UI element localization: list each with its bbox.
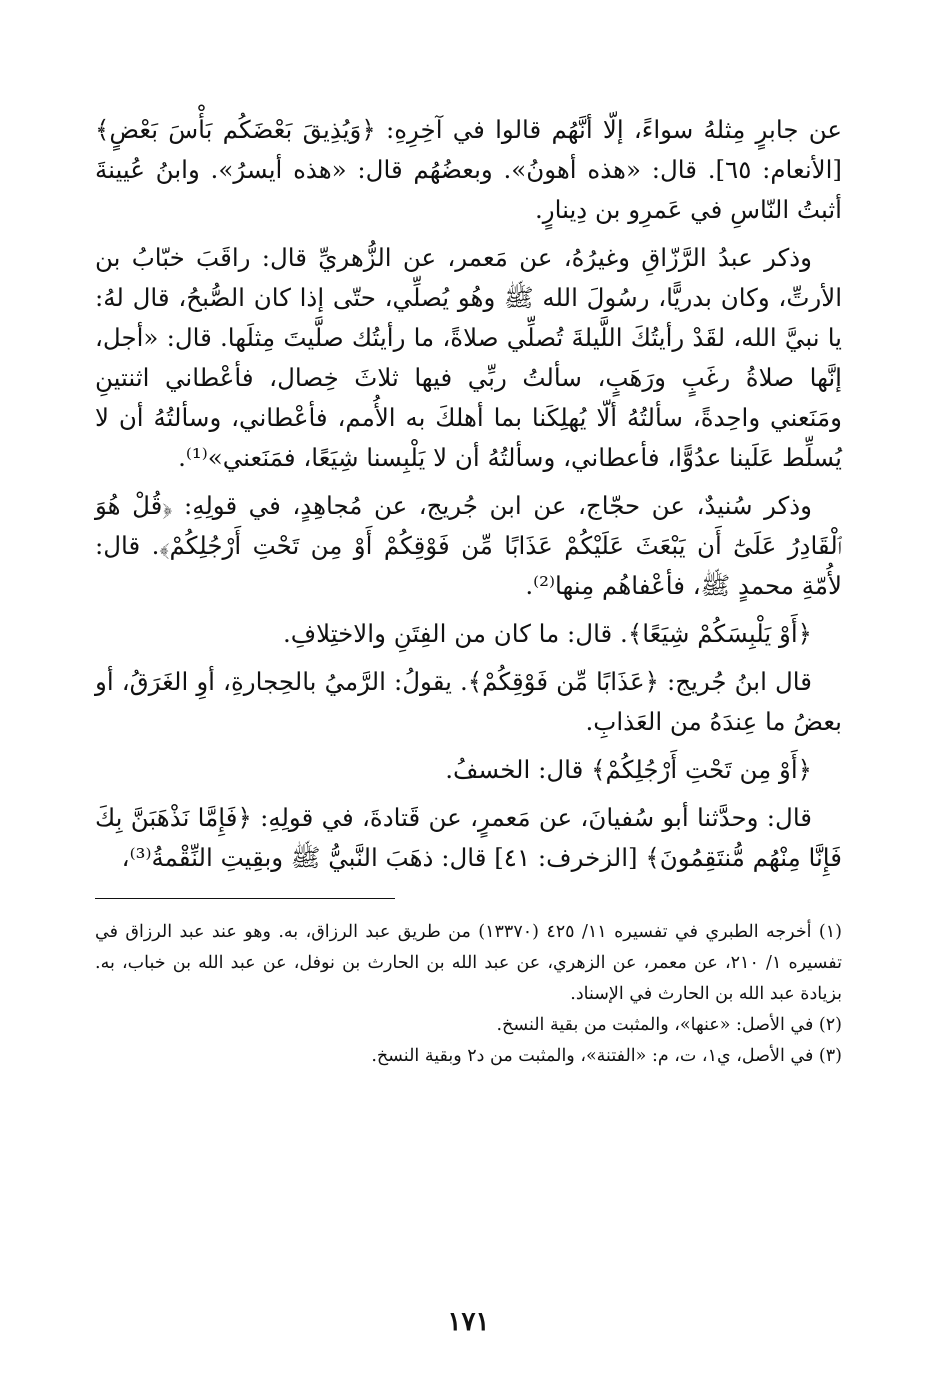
footnote-3: (٣) في الأصل، ي١، ت، م: «الفتنة»، والمثبت من د٢ وبقية النسخ.	[371, 1046, 842, 1066]
paragraph-4: ﴿أَوْ يَلْبِسَكُمْ شِيَعًا﴾. قال: ما كان من الفِتَنِ والاختِلافِ.	[282, 619, 812, 648]
paragraph-7: قال: وحدَّثنا أبو سُفيانَ، عن مَعمرٍ، عن قَتادةَ، في قولِهِ: ﴿فَإِمَّا نَذْهَبَنَّ بِكَ فَإِنَّا مِنْهُم مُّنتَقِمُونَ﴾ [الزخرف: ٤١] قال: ذهَبَ النَّبيُّ ﷺ وبقِيتِ النِّقْمةُ⁽³⁾،	[95, 803, 842, 872]
paragraph-3: وذكر سُنيدٌ، عن حجّاج، عن ابن جُريج، عن مُجاهِدٍ، في قولِهِ: ﴿قُلْ هُوَ ٱلْقَادِرُ عَلَىٰٓ أَن يَبْعَثَ عَلَيْكُمْ عَذَابًا مِّن فَوْقِكُمْ أَوْ مِن تَحْتِ أَرْجُلِكُمْ﴾. قال: لأُمّةِ محمدٍ ﷺ، فأعْفاهُم مِنها⁽²⁾.	[95, 491, 842, 600]
page-number: ١٧١	[447, 1307, 490, 1337]
footnote-1: (١) أخرجه الطبري في تفسيره ١١/ ٤٢٥ (١٣٣٧٠) من طريق عبد الرزاق، به. وهو عند عبد الرزاق في تفسيره ١/ ٢١٠، عن معمر، عن الزهري، عن عبد الله بن الحارث بن نوفل، عن عبد الله بن خباب، به. بزيادة عبد الله بن الحارث في الإسناد.	[95, 922, 842, 1004]
paragraph-6: ﴿أَوْ مِن تَحْتِ أَرْجُلِكُمْ﴾ قال: الخسفُ.	[445, 755, 812, 784]
paragraph-1: عن جابرٍ مِثلهُ سواءً، إلّا أنَّهُم قالوا في آخِرِهِ: ﴿وَيُذِيقَ بَعْضَكُم بَأْسَ بَعْضٍ﴾ [الأنعام: ٦٥]. قال: «هذه أهونُ». وبعضُهُم قال: «هذه أيسرُ». وابنُ عُيينةَ أثبتُ النّاسِ في عَمرِو بن دِينارٍ.	[95, 115, 842, 224]
footnotes	[95, 917, 842, 1072]
book-page	[95, 110, 842, 1337]
paragraph-5: قال ابنُ جُريج: ﴿عَذَابًا مِّن فَوْقِكُمْ﴾. يقولُ: الرَّميُ بالحِجارةِ، أوِ الغَرَقُ، أو بعضُ ما عِندَهُ من العَذابِ.	[95, 667, 842, 736]
footnote-divider	[95, 898, 395, 899]
main-text	[95, 110, 842, 878]
footnote-2: (٢) في الأصل: «عنها»، والمثبت من بقية النسخ.	[496, 1015, 842, 1035]
paragraph-2: وذكر عبدُ الرَّزّاقِ وغيرُهُ، عن مَعمر، عن الزُّهريِّ قال: راقَبَ خبّابُ بن الأرتِّ، وكان بدريًّا، رسُولَ الله ﷺ وهُو يُصلِّي، حتّى إذا كان الصُّبحُ، قال لهُ: يا نبيَّ الله، لقَدْ رأيتُكَ اللَّيلةَ تُصلِّي صلاةً، ما رأيتُك صلَّيتَ مِثلَها. قال: «أجل، إنَّها صلاةُ رغَبٍ ورَهَبٍ، سألتُ ربِّي فيها ثلاثَ خِصال، فأعْطاني اثنتينِ ومَنَعني واحِدةً، سألتُهُ ألّا يُهلِكَنا بما أهلكَ به الأُمم، فأعْطاني، وسألتُهُ أن لا يُسلِّط عَلَينا عدُوًّا، فأعطاني، وسألتُهُ أن لا يَلْبِسنا شِيَعًا، فمَنَعني»⁽¹⁾.	[95, 243, 842, 472]
